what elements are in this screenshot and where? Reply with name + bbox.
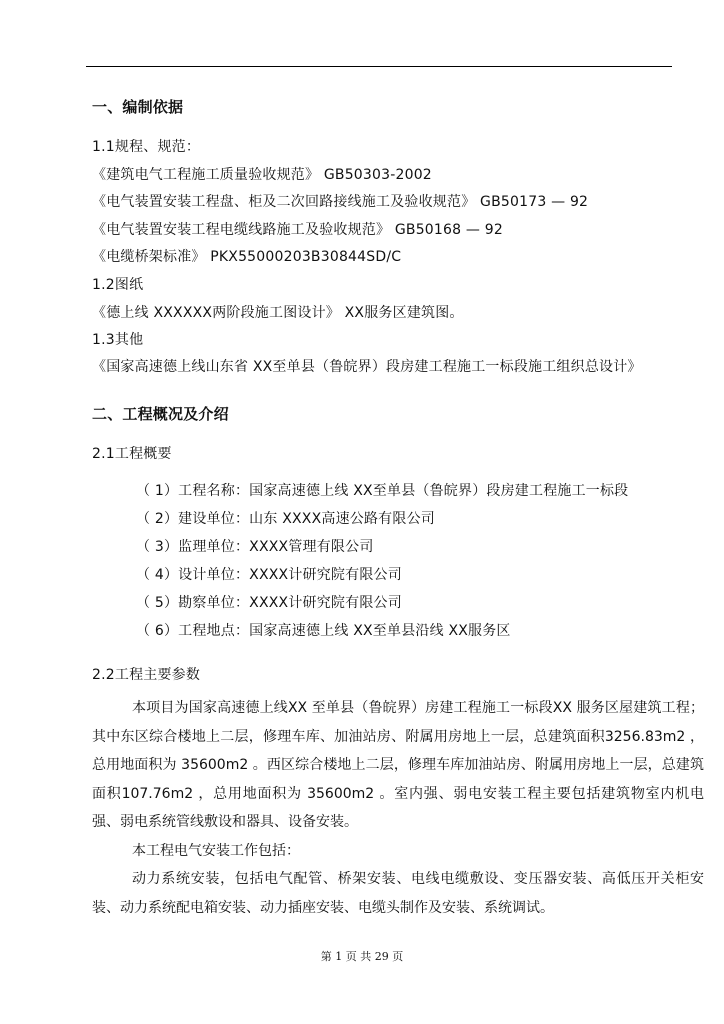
subsection-2-2-title: 2.2工程主要参数	[92, 667, 201, 683]
other-item: 《国家高速德上线山东省 XX至单县（鲁皖界）段房建工程施工一标段施工组织总设计》	[92, 359, 642, 375]
reference-item: 《电气装置安装工程电缆线路施工及验收规范》 GB50168 — 92	[92, 222, 503, 238]
section-1-heading: 一、编制依据	[92, 98, 184, 116]
parameters-body	[92, 694, 704, 922]
header-rule	[86, 66, 672, 67]
drawing-item: 《德上线 XXXXXX两阶段施工图设计》 XX服务区建筑图。	[92, 305, 464, 321]
subsection-1-3-title: 1.3其他	[92, 332, 144, 348]
project-info-item: （ 5）勘察单位：XXXX计研究院有限公司	[136, 595, 402, 611]
scope-detail-paragraph: 动力系统安装，包括电气配管、桥架安装、电线电缆敷设、变压器安装、高低压开关柜安装、动力系统配电箱安装、动力插座安装、电缆头制作及安装、系统调试。	[92, 871, 704, 916]
reference-item: 《电缆桥架标准》 PKX55000203B30844SD/C	[92, 249, 402, 265]
project-info-item: （ 1）工程名称：国家高速德上线 XX至单县（鲁皖界）段房建工程施工一标段	[136, 483, 629, 499]
scope-intro-paragraph: 本工程电气安装工作包括：	[132, 842, 300, 859]
parameters-paragraph: 本项目为国家高速德上线XX 至单县（鲁皖界）房建工程施工一标段XX 服务区屋建筑工程；其中东区综合楼地上二层，修理车库、加油站房、附属用房地上一层，总建筑面积3256.83m2 ，总用地面积为 35600m2 。西区综合楼地上二层，修理车库加油站房、附属用房地上一层，总建筑面积107.76m2 ，总用地面积为 35600m2 。室内强、弱电安装工程主要包括建筑物室内机电强、弱电系统管线敷设和器具、设备安装。	[92, 700, 704, 830]
page-footer: 第 1 页 共 29 页	[320, 950, 404, 963]
project-info-item: （ 3）监理单位：XXXX管理有限公司	[136, 539, 374, 555]
subsection-2-1-title: 2.1工程概要	[92, 446, 172, 462]
reference-item: 《建筑电气工程施工质量验收规范》 GB50303-2002	[92, 167, 432, 183]
project-info-item: （ 2）建设单位：山东 XXXX高速公路有限公司	[136, 511, 435, 527]
project-info-item: （ 6）工程地点：国家高速德上线 XX至单县沿线 XX服务区	[136, 623, 511, 639]
project-info-item: （ 4）设计单位：XXXX计研究院有限公司	[136, 567, 402, 583]
subsection-1-1-title: 1.1规程、规范：	[92, 139, 201, 155]
section-2-heading: 二、工程概况及介绍	[92, 405, 229, 423]
subsection-1-2-title: 1.2图纸	[92, 277, 144, 293]
reference-item: 《电气装置安装工程盘、柜及二次回路接线施工及验收规范》 GB50173 — 92	[92, 194, 589, 210]
